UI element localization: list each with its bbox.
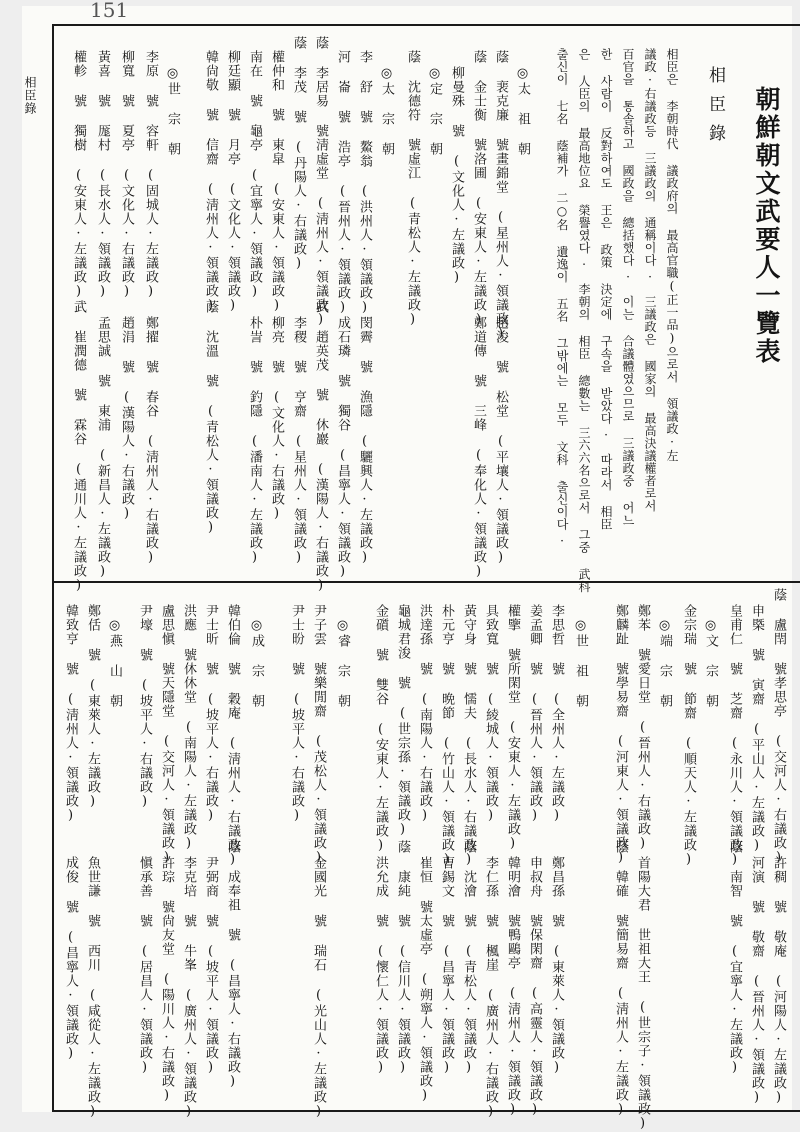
entry: 朴元亨 號 晩節 (竹山人·領議政) (439, 604, 454, 868)
entry: 李 舒 號 鰲翁 (洪州人·領議政) (357, 50, 372, 316)
entry: 金礩 號 雙谷 (安東人·左議政) (373, 604, 388, 854)
entry: 韓伯倫 號 穀庵 (淸州人·右議政) (225, 604, 240, 868)
entry: 蔭 南智 號 (宜寧人·左議政) (727, 840, 742, 1076)
entry: 南在 號 龜亭 (宜寧人·領議政) (247, 50, 262, 300)
entry: 韓尙敬 號 信齋 (淸州人·領議政) (203, 50, 218, 314)
entry: 蔭 金士衡 號洛圃 (安東人·左議政) (471, 50, 486, 328)
entry: 洪允成 號 (懷仁人·領議政) (373, 856, 388, 1076)
reign-heading: ◎睿 宗 朝 (335, 618, 350, 708)
entry: 李克培 號 牛峯 (廣州人·領議政) (181, 856, 196, 1120)
intro-line: 은 人臣의 最高地位요 榮譽였다. 李朝의 相臣 總數는 三六六名으로서 그중 武科 (577, 48, 591, 593)
entry: 姜孟卿 號 (晉州人·領議政) (527, 604, 542, 824)
entry: 蔭 盧閈 號孝思亭 (交河人·右議政) (771, 588, 786, 866)
entry: 愼承善 號 (居昌人·領議政) (137, 856, 152, 1076)
entry: 皇甫仁 號 芝齋 (永川人·領議政) (727, 604, 742, 868)
entry: 柳寬 號 夏亭 (文化人·右議政) (119, 50, 134, 300)
entry: 尹壕 號 (坡平人·右議政) (137, 604, 152, 810)
entry: 許琮 號尙友堂 (陽川人·右議政) (159, 856, 174, 1104)
entry: 具致寬 號 (綾城人·領議政) (483, 604, 498, 824)
entry: 尹子雲 號樂閒齋 (茂松人·領議政) (311, 604, 326, 866)
entry: 蔭 沈澮 號 (青松人·領議政) (461, 840, 476, 1076)
entry: 鄭苯 號愛日堂 (晉州人·右議政) (635, 604, 650, 852)
entry: 鄭佸 號 (東萊人·左議政) (85, 604, 100, 810)
entry: 龜城君浚 號 (世宗孫·領議政) (395, 604, 410, 838)
entry: 許稠 號 敬庵 (河陽人·左議政) (771, 856, 786, 1106)
entry: 鄭昌孫 號 (東萊人·領議政) (549, 856, 564, 1076)
entry: 蔭 韓確 號簡易齋 (淸州人·左議政) (613, 840, 628, 1118)
side-label: 相臣錄 (23, 76, 37, 115)
entry: 蔭 李茂 號 (丹陽人·右議政) (291, 36, 306, 272)
entry: 申叔舟 號保閑齋 (高靈人·領議政) (527, 856, 542, 1118)
table-frame (52, 24, 800, 1132)
intro-line: 출신이 七名 蔭補가 二○名 遺逸이 五名 그밖에는 모두 文科 출신이다. (555, 48, 569, 545)
entry: 蔭 沈溫 號 (青松人·領議政) (203, 300, 218, 536)
entry: 武 崔潤德 號 霖谷 (通川人·左議政) (71, 300, 86, 594)
entry: 成俊 號 (昌寧人·領議政) (63, 856, 78, 1062)
entry: 尹士昕 號 (坡平人·右議政) (203, 604, 218, 824)
entry: 洪達孫 號 (南陽人·右議政) (417, 604, 432, 824)
page-sheet (22, 0, 792, 1132)
entry: 曺錫文 號 (昌寧人·領議政) (439, 856, 454, 1076)
entry: 蔭 李居易 號淸虛堂 (淸州人·領議政) (313, 36, 328, 328)
entry: 權軫 號 獨樹 (安東人·左議政) (71, 50, 86, 300)
entry: 蔭 成奉祖 號 (昌寧人·右議政) (225, 840, 240, 1090)
entry: 成石璘 號 獨谷 (昌寧人·領議政) (335, 316, 350, 580)
entry: 尹士昐 號 (坡平人·右議政) (289, 604, 304, 824)
entry: 蔭 裵克廉 號畫錦堂 (星州人·領議政) (493, 50, 508, 342)
entry: 申槩 號 寅齋 (平山人·左議政) (749, 604, 764, 854)
entry: 洪應 號休休堂 (南陽人·左議政) (181, 604, 196, 852)
entry: 柳亮 號 (文化人·右議政) (269, 316, 284, 522)
entry: 權仲和 號 東皐 (安東人·領議政) (269, 50, 284, 314)
entry: 權擥 號所閑堂 (安東人·左議政) (505, 604, 520, 852)
entry: 河演 號 敬齋 (晉州人·領議政) (749, 856, 764, 1106)
entry: 韓致亨 號 (淸州人·領議政) (63, 604, 78, 824)
reign-heading: ◎世 祖 朝 (573, 618, 588, 708)
reign-heading: ◎文 宗 朝 (703, 618, 718, 708)
intro-line: 議政·右議政등 三議政의 通稱이다. 三議政은 國家의 最高決議權者로서 (643, 48, 657, 512)
entry: 鄭麟趾 號學易齋 (河東人·領議政) (613, 604, 628, 866)
reign-heading: ◎太 祖 朝 (515, 66, 530, 156)
reign-heading: ◎世 宗 朝 (165, 66, 180, 156)
entry: 黃喜 號 厖村 (長水人·領議政) (95, 50, 110, 300)
reign-heading: ◎成 宗 朝 (249, 618, 264, 708)
entry: 李仁孫 號 楓崖 (廣州人·右議政) (483, 856, 498, 1120)
entry: 朴訔 號 釣隱 (潘南人·左議政) (247, 316, 262, 566)
entry: 魚世謙 號 西川 (咸從人·左議政) (85, 856, 100, 1120)
entry: 李原 號 容軒 (固城人·左議政) (143, 50, 158, 300)
entry: 孟思誠 號 東浦 (新昌人·左議政) (95, 316, 110, 580)
entry: 蔭 沈德符 號虛江 (青松人·左議政) (405, 50, 420, 328)
entry: 鄭擢 號 春谷 (淸州人·右議政) (143, 316, 158, 566)
entry: 李稷 號 亨齋 (星州人·領議政) (291, 316, 306, 566)
entry: 蔭 康純 號 (信川人·領議政) (395, 840, 410, 1076)
entry: 李思哲 號 (全州人·左議政) (549, 604, 564, 824)
page-subtitle: 相臣錄 (705, 66, 725, 153)
reign-heading: ◎太 宗 朝 (379, 66, 394, 156)
entry: 柳廷顯 號 月亭 (文化人·領議政) (225, 50, 240, 314)
page-title: 朝鮮朝文武要人一覽表 (752, 86, 781, 366)
entry: 金宗瑞 號 節齋 (順天人·左議政) (681, 604, 696, 868)
intro-line: 百官을 통솔하고 國政을 總括했다. 이는 合議體였으므로 三議政중 어느 (621, 48, 635, 527)
reign-heading: ◎端 宗 朝 (657, 618, 672, 708)
entry: 金國光 號 瑞石 (光山人·左議政) (311, 856, 326, 1120)
reign-heading: ◎燕 山 朝 (107, 618, 122, 708)
entry: 柳曼殊 號 (文化人·左議政) (449, 66, 464, 286)
entry: 韓明澮 號鴨鷗亭 (淸州人·領議政) (505, 856, 520, 1118)
page-number: 151 (90, 0, 129, 22)
entry: 趙浚 號 松堂 (平壤人·領議政) (493, 316, 508, 566)
entry: 河 崙 號 浩亭 (晉州人·領議政) (335, 50, 350, 316)
entry: 首陽大君 世祖大王 (世宗子·領議政) (635, 856, 650, 1132)
entry: 黃守身 號 懦夫 (長水人·右議政) (461, 604, 476, 868)
entry: 閔霽 號 漁隱 (驪興人·左議政) (357, 316, 372, 566)
section-divider (54, 581, 800, 583)
intro-line: 相臣은 李朝時代 議政府의 最高官職(正一品)으로서 領議政·左 (665, 48, 679, 462)
intro-line: 한 사람이 反對하여도 王은 政策 決定에 구속을 받았다. 따라서 相臣 (599, 48, 613, 531)
entry: 武 趙英茂 號 休巖 (漢陽人·右議政) (313, 300, 328, 594)
entry: 尹弼商 號 (坡平人·領議政) (203, 856, 218, 1076)
entry: 鄭道傳 號 三峰 (奉化人·領議政) (471, 316, 486, 580)
entry: 盧思愼 號天隱堂 (交河人·領議政) (159, 604, 174, 866)
entry: 趙涓 號 (漢陽人·右議政) (119, 316, 134, 522)
reign-heading: ◎定 宗 朝 (427, 66, 442, 156)
entry: 崔恒 號太虛亭 (朔寧人·領議政) (417, 856, 432, 1104)
